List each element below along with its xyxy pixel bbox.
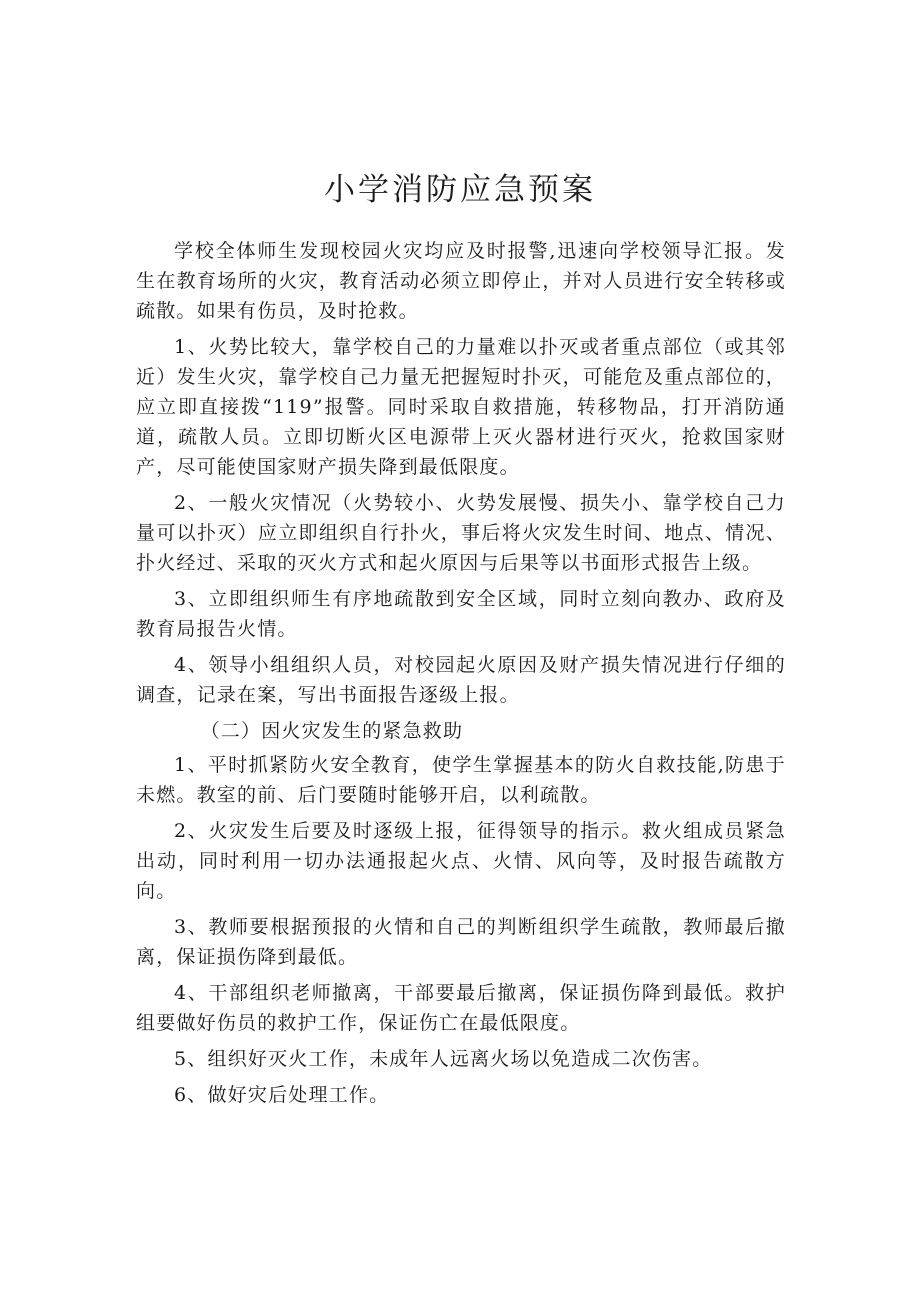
section-paragraph-5: 5、组织好灭火工作，未成年人远离火场以免造成二次伤害。 [174, 1048, 713, 1070]
section-paragraph-6: 6、做好灾后处理工作。 [174, 1084, 390, 1106]
section-paragraph-3: 3、教师要根据预报的火情和自己的判断组织学生疏散，教师最后撤离，保证损伤降到最低。 [136, 916, 786, 968]
paragraph-item-4: 4、领导小组组织人员，对校园起火原因及财产损失情况进行仔细的调查，记录在案，写出书面报告逐级上报。 [136, 654, 786, 706]
document-title: 小学消防应急预案 [324, 172, 596, 208]
section-paragraph-4: 4、干部组织老师撤离，干部要最后撤离，保证损伤降到最低。救护组要做好伤员的救护工作，保证伤亡在最低限度。 [136, 982, 786, 1034]
paragraph-item-3: 3、立即组织师生有序地疏散到安全区域，同时立刻向教办、政府及教育局报告火情。 [136, 588, 786, 640]
document-body [136, 236, 786, 1116]
paragraph-item-1: 1、火势比较大，靠学校自己的力量难以扑灭或者重点部位（或其邻近）发生火灾，靠学校自己力量无把握短时扑灭，可能危及重点部位的，应立即直接拨“119”报警。同时采取自救措施，转移物品，打开消防通道，疏散人员。立即切断火区电源带上灭火器材进行灭火，抢救国家财产，尽可能使国家财产损失降到最低限度。 [136, 336, 786, 478]
section-paragraph-2: 2、火灾发生后要及时逐级上报，征得领导的指示。救火组成员紧急出动，同时利用一切办法通报起火点、火情、风向等，及时报告疏散方向。 [136, 820, 786, 902]
section-heading: （二）因火灾发生的紧急救助 [200, 720, 464, 742]
section-paragraph-1: 1、平时抓紧防火安全教育，使学生掌握基本的防火自救技能,防患于未燃。教室的前、后门要随时能够开启，以利疏散。 [136, 754, 786, 806]
paragraph-item-2: 2、一般火灾情况（火势较小、火势发展慢、损失小、靠学校自己力量可以扑灭）应立即组织自行扑火，事后将火灾发生时间、地点、情况、扑火经过、采取的灭火方式和起火原因与后果等以书面形式报告上级。 [136, 492, 786, 574]
intro-paragraph: 学校全体师生发现校园火灾均应及时报警,迅速向学校领导汇报。发生在教育场所的火灾，教育活动必须立即停止，并对人员进行安全转移或疏散。如果有伤员，及时抢救。 [136, 240, 786, 322]
